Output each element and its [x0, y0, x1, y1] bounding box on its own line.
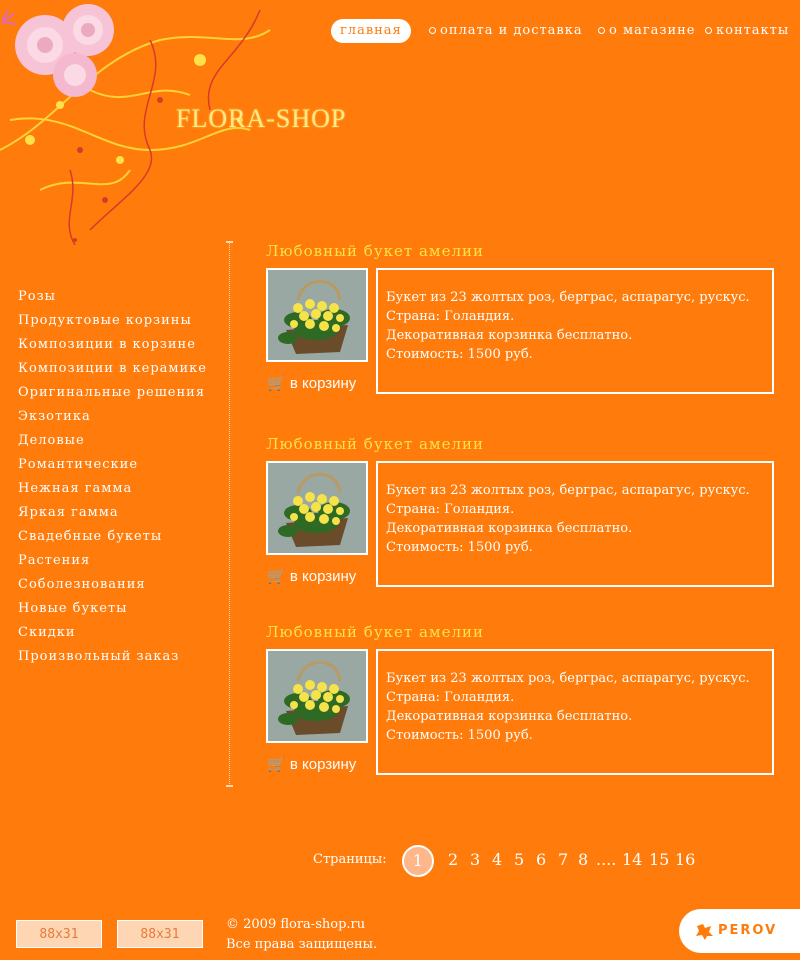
- counter-badge[interactable]: 88x31: [16, 920, 102, 948]
- product-image[interactable]: [266, 649, 368, 743]
- cart-icon: 🛒: [267, 756, 286, 773]
- product-desc-line: Декоративная корзинка бесплатно.: [386, 328, 633, 343]
- product-title[interactable]: Любовный букет амелии: [266, 242, 484, 260]
- sidebar-item-wedding[interactable]: Свадебные букеты: [18, 529, 163, 544]
- product-desc-line: Страна: Голандия.: [386, 690, 515, 705]
- product-desc-line: Букет из 23 жолтых роз, берграс, аспарагус, рускус.: [386, 290, 750, 305]
- add-to-cart-label: в корзину: [289, 756, 357, 773]
- copyright-text: © 2009 flora-shop.ru: [226, 917, 366, 932]
- add-to-cart-link[interactable]: [267, 567, 356, 585]
- add-to-cart-label: в корзину: [289, 375, 357, 392]
- page-link[interactable]: 2: [448, 850, 459, 869]
- product-title[interactable]: Любовный букет амелии: [266, 435, 484, 453]
- page-current: 1: [402, 845, 434, 877]
- product-description: [376, 461, 774, 587]
- sidebar-item-custom-order[interactable]: Произвольный заказ: [18, 649, 180, 664]
- add-to-cart-link[interactable]: [267, 755, 356, 773]
- product-image[interactable]: [266, 461, 368, 555]
- sidebar-item-bright-palette[interactable]: Яркая гамма: [18, 505, 119, 520]
- sidebar-item-new[interactable]: Новые букеты: [18, 601, 128, 616]
- nav-about[interactable]: [598, 19, 696, 43]
- product-desc-line: Букет из 23 жолтых роз, берграс, аспарагус, рускус.: [386, 671, 750, 686]
- sidebar-item-basket-compositions[interactable]: Композиции в корзине: [18, 337, 196, 352]
- add-to-cart-link[interactable]: [267, 374, 356, 392]
- product-card: [266, 435, 776, 615]
- site-logo[interactable]: FLORA-SHOP: [176, 104, 347, 133]
- divider-cap: [226, 241, 233, 243]
- rights-text: Все права защищены.: [226, 937, 378, 952]
- sidebar-item-roses[interactable]: Розы: [18, 289, 57, 304]
- add-to-cart-label: в корзину: [289, 568, 357, 585]
- page-link[interactable]: 5: [514, 850, 525, 869]
- footer-copyright: [226, 915, 377, 955]
- pagination-label: Страницы:: [313, 852, 387, 867]
- designer-logo[interactable]: [679, 909, 800, 953]
- product-desc-line: Страна: Голандия.: [386, 309, 515, 324]
- category-sidebar: [18, 287, 223, 671]
- top-navigation: [331, 19, 800, 45]
- product-price: Стоимость: 1500 руб.: [386, 347, 533, 362]
- page-link[interactable]: 16: [675, 850, 696, 869]
- bullet-icon: [705, 27, 712, 34]
- bullet-icon: [598, 27, 605, 34]
- page-link[interactable]: 7: [558, 850, 569, 869]
- product-price: Стоимость: 1500 руб.: [386, 728, 533, 743]
- bouquet-image: [268, 651, 366, 741]
- page-link[interactable]: 3: [470, 850, 481, 869]
- product-image[interactable]: [266, 268, 368, 362]
- product-card: [266, 242, 776, 422]
- sidebar-item-original-solutions[interactable]: Оригинальные решения: [18, 385, 206, 400]
- page-ellipsis: ....: [596, 850, 617, 869]
- product-title[interactable]: Любовный букет амелии: [266, 623, 484, 641]
- designer-name: PEROV: [718, 923, 778, 938]
- page-link[interactable]: 6: [536, 850, 547, 869]
- cart-icon: 🛒: [267, 568, 286, 585]
- nav-home[interactable]: главная: [331, 19, 411, 43]
- product-card: [266, 623, 776, 803]
- puzzle-icon: [693, 920, 715, 942]
- page-link[interactable]: 15: [649, 850, 670, 869]
- sidebar-item-ceramic-compositions[interactable]: Композиции в керамике: [18, 361, 208, 376]
- page-link[interactable]: 4: [492, 850, 503, 869]
- page-link[interactable]: 8: [578, 850, 589, 869]
- sidebar-item-plants[interactable]: Растения: [18, 553, 91, 568]
- nav-contacts-label: контакты: [716, 23, 790, 38]
- cart-icon: 🛒: [267, 375, 286, 392]
- bouquet-image: [268, 463, 366, 553]
- product-desc-line: Декоративная корзинка бесплатно.: [386, 709, 633, 724]
- sidebar-item-gentle-palette[interactable]: Нежная гамма: [18, 481, 133, 496]
- product-desc-line: Декоративная корзинка бесплатно.: [386, 521, 633, 536]
- nav-contacts[interactable]: [705, 19, 789, 43]
- nav-about-label: о магазине: [609, 23, 696, 38]
- sidebar-item-food-baskets[interactable]: Продуктовые корзины: [18, 313, 192, 328]
- divider-cap: [226, 785, 233, 787]
- sidebar-divider: [229, 242, 230, 786]
- counter-badge[interactable]: 88x31: [117, 920, 203, 948]
- product-description: [376, 268, 774, 394]
- nav-payment-delivery-label: оплата и доставка: [440, 23, 583, 38]
- product-desc-line: Букет из 23 жолтых роз, берграс, аспарагус, рускус.: [386, 483, 750, 498]
- product-price: Стоимость: 1500 руб.: [386, 540, 533, 555]
- sidebar-item-business[interactable]: Деловые: [18, 433, 85, 448]
- page-link[interactable]: 14: [622, 850, 643, 869]
- sidebar-item-condolences[interactable]: Соболезнования: [18, 577, 146, 592]
- product-description: [376, 649, 774, 775]
- nav-payment-delivery[interactable]: [429, 19, 583, 43]
- sidebar-item-discounts[interactable]: Скидки: [18, 625, 76, 640]
- product-desc-line: Страна: Голандия.: [386, 502, 515, 517]
- bullet-icon: [429, 27, 436, 34]
- sidebar-item-romantic[interactable]: Романтические: [18, 457, 139, 472]
- sidebar-item-exotic[interactable]: Экзотика: [18, 409, 91, 424]
- bouquet-image: [268, 270, 366, 360]
